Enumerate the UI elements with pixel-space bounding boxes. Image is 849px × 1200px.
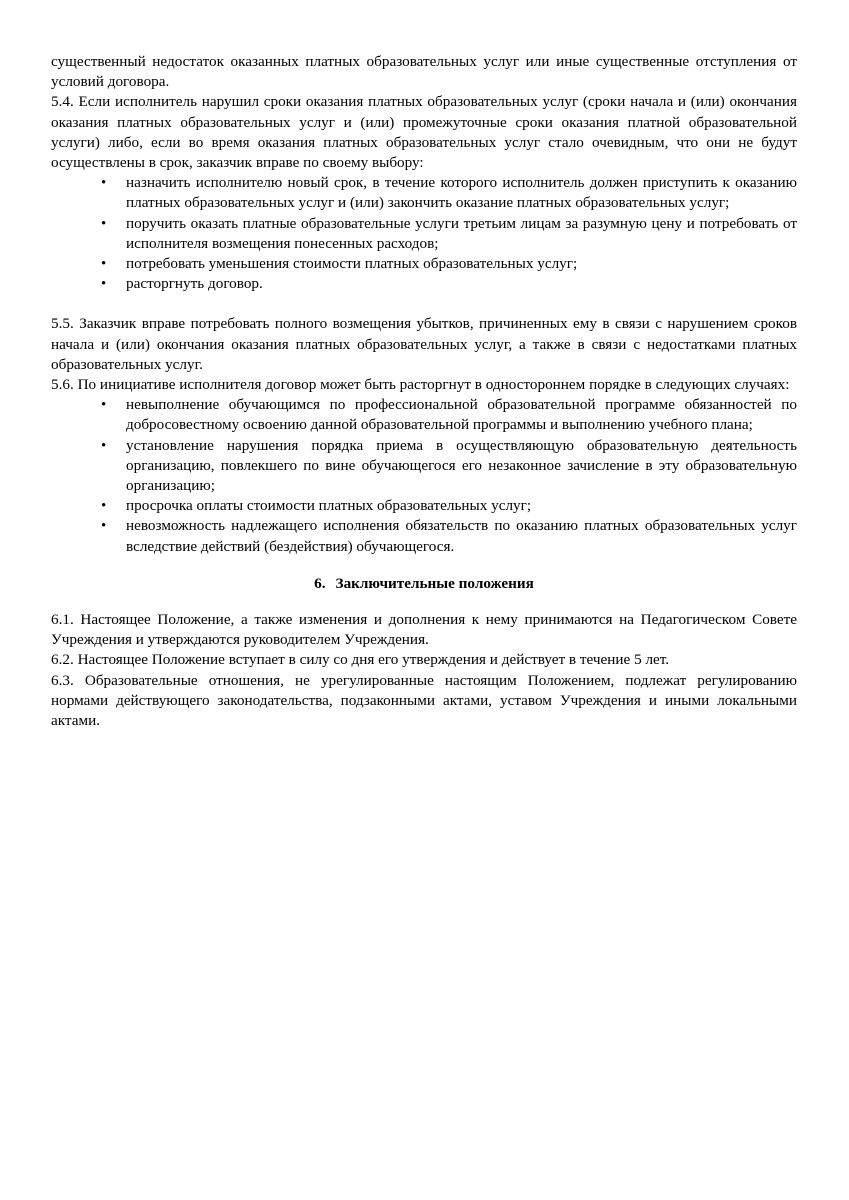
paragraph-5-5: 5.5. Заказчик вправе потребовать полного возмещения убытков, причиненных ему в связи с нарушением сроков начала и (или) окончания оказания платных образовательных услуг, а также в связи с недостатками платных образовательных услуг. [51, 315, 797, 373]
paragraph-5-3-continuation: существенный недостаток оказанных платных образовательных услуг или иные существенные отступления от условий договора. [51, 53, 797, 91]
section-heading [51, 574, 797, 594]
list-item: • просрочка оплаты стоимости платных образовательных услуг; [126, 496, 797, 516]
spacer [51, 294, 797, 314]
list-item: • установление нарушения порядка приема в осуществляющую образовательную деятельность организацию, повлекшего по вине обучающегося его незаконное зачисление в эту образовательную организацию; [126, 436, 797, 497]
list-item: • поручить оказать платные образовательные услуги третьим лицам за разумную цену и потребовать от исполнителя возмещения понесенных расходов; [126, 214, 797, 254]
list-item: • назначить исполнителю новый срок, в течение которого исполнитель должен приступить к оказанию платных образовательных услуг и (или) закончить оказание платных образовательных услуг; [126, 173, 797, 213]
list-item: • невозможность надлежащего исполнения обязательств по оказанию платных образовательных услуг вследствие действий (бездействия) обучающегося. [126, 516, 797, 556]
list-item: • невыполнение обучающимся по профессиональной образовательной программе обязанностей по добросовестному освоению данной образовательной программы и выполнению учебного плана; [126, 395, 797, 435]
paragraph-6-1: 6.1. Настоящее Положение, а также изменения и дополнения к нему принимаются на Педагогическом Совете Учреждения и утверждаются руководителем Учреждения. [51, 611, 797, 649]
list-item: • потребовать уменьшения стоимости платных образовательных услуг; [126, 254, 797, 274]
paragraph-5-4: 5.4. Если исполнитель нарушил сроки оказания платных образовательных услуг (сроки начала и (или) окончания оказания платных образовательных услуг и (или) промежуточные сроки оказания платной образовательной услуги) либо, если во время оказания платных образовательных услуг стало очевидным, что они не будут осуществлены в срок, заказчик вправе по своему выбору: [51, 93, 797, 172]
section-number: 6. [314, 574, 326, 592]
paragraph-6-3: 6.3. Образовательные отношения, не урегулированные настоящим Положением, подлежат регулированию нормами действующего законодательства, подзаконными актами, уставом Учреждения и иными локальными актами. [51, 671, 797, 730]
paragraph-5-6: 5.6. По инициативе исполнителя договор может быть расторгнут в одностороннем порядке в следующих случаях: [51, 376, 790, 394]
paragraph-6-2: 6.2. Настоящее Положение вступает в силу со дня его утверждения и действует в течение 5 лет. [51, 651, 670, 669]
section-title: Заключительные положения [335, 574, 534, 592]
list-5-4 [51, 173, 797, 294]
list-item: • расторгнуть договор. [126, 274, 797, 294]
list-5-6 [51, 395, 797, 557]
